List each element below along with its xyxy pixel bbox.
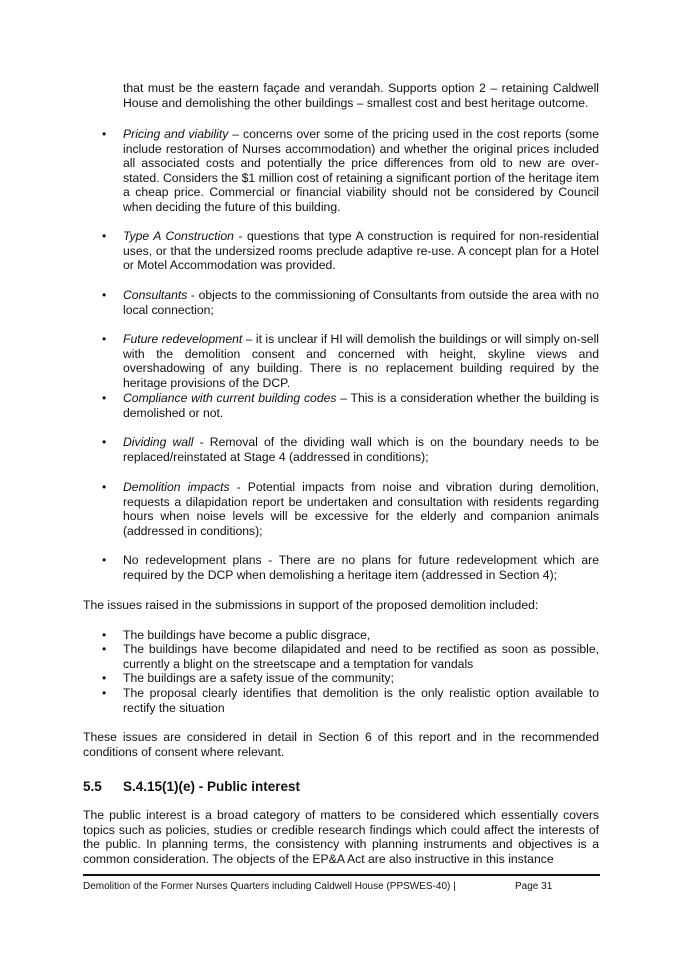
bullet-icon: • [102,332,107,346]
list-item [83,642,599,671]
bullet-icon: • [102,480,107,494]
list-item [83,671,599,686]
bullet-icon: • [102,642,107,656]
bullet-icon: • [102,435,107,449]
bullet-icon: • [102,391,107,405]
bullet-text: – This is a consideration whether the building is demolished or not. [123,391,600,420]
section-body: The public interest is a broad category of matters to be considered which essentially covers topics such as policies, studies or credible research findings which could affect the interests of the public. In planning terms, the consistency with planning instruments and objectives is a common consideration. The objects of the EP&A Act are also instructive in this instance [83,808,599,866]
bullet-text: – it is unclear if HI will demolish the buildings or will simply on-sell with the demolition consent and concerned with height, skyline views and overshadowing of any building. There is no replacement building required by the heritage provisions of the DCP. [123,332,599,390]
bullet-icon: • [102,671,107,685]
bullet-text: - Potential impacts from noise and vibration during demolition, requests a dilapidation report be undertaken and consultation with residents regarding hours when noise levels will be excessive for the elderly and companion animals (addressed in conditions); [123,480,599,538]
list-item [83,686,599,715]
bullet-text: - questions that type A construction is required for non-residential uses, or that the undersized rooms preclude adaptive re-use. A concept plan for a Hotel or Motel Accommodation was provided. [123,229,599,273]
section-title: S.4.15(1)(e) - Public interest [123,779,301,794]
list-item [83,288,599,317]
page-footer [83,880,600,893]
list-item [83,553,599,582]
support-intro: The issues raised in the submissions in support of the proposed demolition included: [83,598,539,612]
bullet-label: Type A Construction [123,229,234,243]
bullet-label: Consultants [123,288,188,302]
bullet-icon: • [102,127,107,141]
bullet-icon: • [102,288,107,302]
list-item [83,332,599,390]
bullet-icon: • [102,628,107,642]
list-item [83,391,599,420]
bullet-text: The proposal clearly identifies that demolition is the only realistic option available to rectify the situation [123,686,599,715]
section-number: 5.5 [83,779,102,794]
bullet-label: Demolition impacts [123,480,230,494]
footer-title: Demolition of the Former Nurses Quarters including Caldwell House (PPSWES-40) | [83,881,456,892]
page-number: Page 31 [515,881,553,892]
bullet-text: - objects to the commissioning of Consultants from outside the area with no local connection; [123,288,599,317]
bullet-label: Pricing and viability [123,127,229,141]
list-item [83,628,599,643]
bullet-icon: • [102,686,107,700]
bullet-text: The buildings have become dilapidated and need to be rectified as soon as possible, currently a blight on the streetscape and a temptation for vandals [123,642,599,671]
footer-divider [83,874,600,876]
closing-paragraph: These issues are considered in detail in Section 6 of this report and in the recommended conditions of consent where relevant. [83,730,599,759]
bullet-label: Dividing wall [123,435,194,449]
bullet-label: Compliance with current building codes [123,391,337,405]
bullet-text: No redevelopment plans - There are no plans for future redevelopment which are required by the DCP when demolishing a heritage item (addressed in Section 4); [123,553,599,582]
bullet-text: The buildings are a safety issue of the community; [123,671,394,685]
list-item [83,435,599,464]
bullet-text: – concerns over some of the pricing used in the cost reports (some include restoration of Nurses accommodation) and whether the original prices included all associated costs and potentially the price differences from old to new are over-stated. Considers the $1 million cost of retaining a significant portion of the heritage item a cheap price. Commercial or financial viability should not be considered by Council when deciding the future of this building. [123,127,599,214]
list-item [83,229,599,273]
bullet-icon: • [102,229,107,243]
list-item [83,480,599,538]
bullet-text: The buildings have become a public disgrace, [123,628,371,642]
bullet-label: Future redevelopment [123,332,243,346]
bullet-text: - Removal of the dividing wall which is on the boundary needs to be replaced/reinstated at Stage 4 (addressed in conditions); [123,435,599,464]
bullet-icon: • [102,553,107,567]
section-heading [83,779,300,794]
list-item [83,127,599,215]
continuation-paragraph: that must be the eastern façade and verandah. Supports option 2 – retaining Caldwell House and demolishing the other buildings – smallest cost and best heritage outcome. [123,81,599,110]
